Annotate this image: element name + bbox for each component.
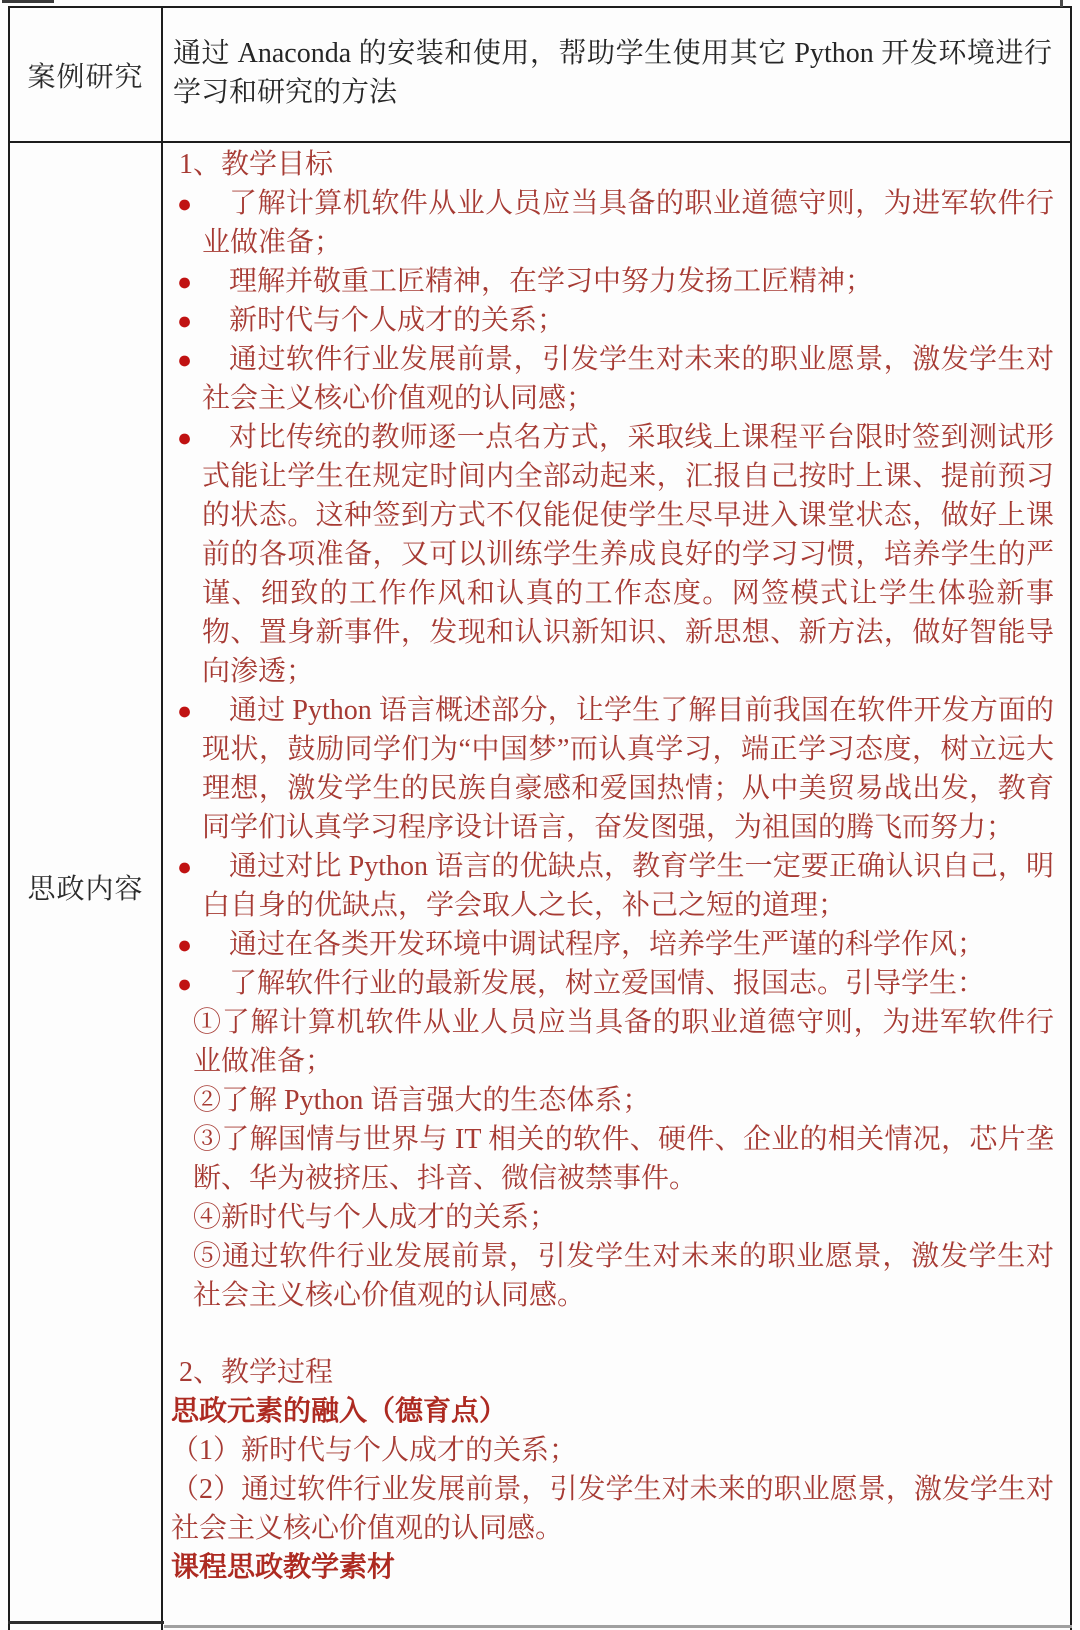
circled-subpoint: ⑤通过软件行业发展前景，引发学生对未来的职业愿景，激发学生对社会主义核心价值观的认同感。	[193, 1241, 1054, 1311]
bullet-list-item: ● 了解软件行业的最新发展，树立爱国情、报国志。引导学生：	[202, 964, 1054, 1003]
bullet-list-item: ● 通过软件行业发展前景，引发学生对未来的职业愿景，激发学生对社会主义核心价值观的认同感；	[202, 340, 1054, 418]
case-study-content-cell	[163, 8, 1070, 143]
bullet-list-item: ● 通过在各类开发环境中调试程序，培养学生严谨的科学作风；	[202, 925, 1054, 964]
material-heading: 课程思政教学素材	[171, 1552, 396, 1583]
sizheng-content-cell	[163, 143, 1070, 1630]
scan-artifact-top-left-border	[2, 0, 54, 3]
moral-point: （1）新时代与个人成才的关系；	[171, 1435, 578, 1466]
scan-artifact-bottom-border-right	[164, 1625, 1072, 1628]
scan-artifact-top-right-border	[1060, 0, 1063, 7]
bullet-list-item: ● 新时代与个人成才的关系；	[202, 301, 1054, 340]
bullet-list-item: ● 对比传统的教师逐一点名方式，采取线上课程平台限时签到测试形式能让学生在规定时间内全部动起来，汇报自己按时上课、提前预习的状态。这种签到方式不仅能促使学生尽早进入课堂状态，做好上课前的各项准备，又可以训练学生养成良好的学习习惯，培养学生的严谨、细致的工作作风和认真的工作态度。网签模式让学生体验新事物、置身新事件，发现和认识新知识、新思想、新方法，做好智能导向渗透；	[202, 418, 1054, 691]
sizheng-label: 思政内容	[27, 873, 144, 905]
moral-point: （2）通过软件行业发展前景，引发学生对未来的职业愿景，激发学生对社会主义核心价值观的认同感。	[171, 1474, 1054, 1544]
row-label-sizheng	[10, 143, 163, 1630]
circled-subpoint: ④新时代与个人成才的关系；	[193, 1202, 558, 1233]
row-label-case-study	[10, 8, 163, 143]
case-study-label: 案例研究	[27, 61, 144, 93]
bullet-list-item: ● 通过对比 Python 语言的优缺点，教育学生一定要正确认识自己，明白自身的优缺点，学会取人之长，补己之短的道理；	[202, 847, 1054, 925]
circled-subpoint: ②了解 Python 语言强大的生态体系；	[193, 1085, 651, 1116]
scan-artifact-bottom-border-left	[8, 1621, 164, 1624]
circled-subpoint: ③了解国情与世界与 IT 相关的软件、硬件、企业的相关情况，芯片垄断、华为被挤压、抖音、微信被禁事件。	[193, 1124, 1054, 1194]
teaching-plan-table	[8, 6, 1072, 1630]
bullet-list-item: ● 了解计算机软件从业人员应当具备的职业道德守则，为进军软件行业做准备；	[202, 184, 1054, 262]
case-study-text: 通过 Anaconda 的安装和使用，帮助学生使用其它 Python 开发环境进行学习和研究的方法	[173, 38, 1052, 108]
circled-subpoint: ①了解计算机软件从业人员应当具备的职业道德守则，为进军软件行业做准备；	[193, 1007, 1054, 1077]
section1-heading: 1、教学目标	[179, 149, 334, 180]
section2-heading: 2、教学过程	[179, 1357, 334, 1388]
bullet-list-item: ● 通过 Python 语言概述部分，让学生了解目前我国在软件开发方面的现状，鼓励同学们为“中国梦”而认真学习，端正学习态度，树立远大理想，激发学生的民族自豪感和爱国热情；从中美贸易战出发，教育同学们认真学习程序设计语言，奋发图强，为祖国的腾飞而努力；	[202, 691, 1054, 847]
bullet-list-item: ● 理解并敬重工匠精神，在学习中努力发扬工匠精神；	[202, 262, 1054, 301]
moral-integration-heading: 思政元素的融入（德育点）	[171, 1396, 508, 1427]
